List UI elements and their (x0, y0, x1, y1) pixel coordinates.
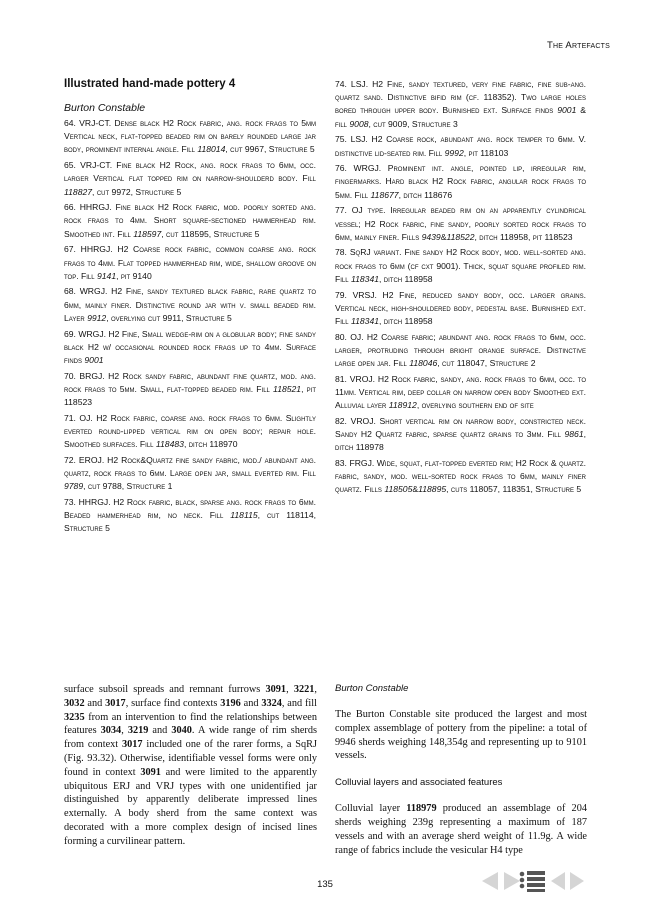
catalogue-entry (64, 328, 316, 368)
body-text-run: and (240, 697, 262, 709)
catalogue-entry (335, 133, 586, 159)
body-text-run: , and fill (281, 697, 318, 709)
context-reference: 9008 (349, 118, 369, 129)
context-reference: 118677 (370, 189, 399, 200)
body-paragraph (64, 683, 317, 849)
para-text: produced an assemblage of 204 sherds weighing 239g representing a maximum of 187 vessels and with an average sherd weight of 11.9g. A wide range of fabrics include the vesicular H4 type (335, 803, 587, 856)
context-number: 3040 (171, 725, 192, 737)
running-header: The Artefacts (546, 40, 610, 51)
entry-text: , overlying cut 9911, Structure 5 (106, 312, 232, 323)
catalogue-entry (335, 78, 586, 131)
subheading-colluvial: Colluvial layers and associated features (335, 777, 503, 789)
entry-text: , cut 9972, Structure 5 (92, 186, 182, 197)
context-number: 3324 (261, 697, 282, 709)
context-reference: 9141 (96, 270, 117, 281)
list-menu-icon[interactable] (520, 871, 545, 892)
context-reference: 9992 (444, 147, 464, 158)
catalogue-entry (64, 201, 316, 241)
context-reference: 118046 (409, 358, 438, 369)
entry-text: & (440, 231, 447, 242)
catalogue-entry (335, 162, 586, 202)
back-arrow-icon[interactable] (482, 872, 498, 890)
page-number: 135 (317, 879, 333, 890)
entry-text: , pit 9140 (116, 270, 152, 281)
entry-text: 81. VROJ. H2 Rock fabric, sandy, ang. rock frags to 6mm, occ. to 11mm. Vertical rim, deep collar on narrow open body Smoothed ext. Alluvial layer (335, 373, 586, 411)
entry-text: 69. WRGJ. H2 Fine, Small wedge-rim on a globular body; fine sandy black H2 w/ occasional rounded rock frags up to 4mm. Surface finds (64, 328, 316, 365)
entry-text: 71. OJ. H2 Rock fabric, coarse ang. rock frags to 6mm. Slightly everted round-lipped vertical rim on open body; repair hole. Smoothed surfaces. Fill (64, 412, 316, 450)
catalogue-entry (64, 496, 316, 536)
entry-text: , cut 9009, Structure 3 (368, 118, 458, 129)
catalogue-entry (64, 454, 316, 494)
context-reference: 9861 (564, 429, 584, 440)
entry-text: 68. WRGJ. H2 Fine, sandy textured black fabric, rare quartz to 6mm, mainly finer. Distinctive round jar with v. small beaded rim. Layer (64, 286, 316, 323)
body-text-run: , (286, 684, 294, 695)
colluvial-paragraph (335, 802, 587, 857)
catalogue-entry (335, 204, 586, 244)
entry-text: 77. OJ type. Irregular beaded rim on an apparently cylindrical vessel; H2 Rock fabric, fine sandy, poorly sorted rock frags to 6mm, mainly finer. Fills (335, 205, 586, 242)
entry-text: , cut 118114, Structure 5 (64, 510, 316, 534)
catalogue-entry (64, 285, 316, 325)
body-text-run: and (84, 697, 106, 709)
context-reference: 118505 (384, 484, 413, 495)
section-title: Illustrated hand-made pottery 4 (64, 78, 236, 90)
context-number: 3091 (265, 684, 287, 695)
context-reference: 9001 (557, 105, 577, 116)
context-number: 3017 (121, 739, 143, 751)
subheading-site: Burton Constable (335, 683, 409, 694)
catalogue-entry (335, 373, 586, 413)
catalogue-entry (335, 415, 586, 455)
catalogue-entry (64, 412, 316, 452)
body-text-run: from an intervention to find the relationships between features (64, 711, 317, 737)
context-number: 3034 (100, 725, 122, 737)
back-arrow-icon[interactable] (551, 872, 565, 890)
entry-text: 73. HHRGJ. H2 Rock fabric, black, sparse ang. rock frags to 6mm. Beaded hammerhead rim, no neck. Fill (64, 496, 316, 521)
context-reference: 118597 (133, 228, 162, 239)
entry-text: 64. VRJ-CT. Dense black H2 Rock fabric, ang. rock frags to 5mm Vertical neck, flat-topped beaded rim on barely rounded large jar body, prominent internal angle. Fill (64, 118, 316, 155)
entry-text: 78. SqRJ variant. Fine sandy H2 Rock body, mod. well-sorted ang. rock frags to 6mm (cf cxt 9001). Thick, squat square profiled rim. Fill (335, 247, 586, 284)
catalogue-entry (335, 331, 586, 371)
entry-text: , ditch 118958, pit 118523 (474, 231, 573, 242)
context-reference: 9789 (64, 481, 84, 492)
entry-text: 66. HHRGJ. Fine black H2 Rock fabric, mod. poorly sorted ang. rock frags to 4mm. Short square-sectioned hammerhead rim. Smoothed int. Fill (64, 202, 316, 239)
context-reference: 9912 (87, 312, 107, 323)
page-navigation (479, 869, 589, 893)
context-number: 3235 (64, 711, 85, 723)
entry-text: 70. BRGJ. H2 Rock sandy fabric, abundant fine quartz, mod. ang. rock frags to 5mm. Small, flat-topped beaded rim. Fill (64, 370, 316, 394)
entry-text: 76. WRGJ. Prominent int. angle, pointed lip, irregular rim, fingermarks. Hard black H2 Rock fabric, angular rock frags to 5mm. Fill (335, 163, 586, 200)
catalogue-right-column (335, 78, 586, 499)
body-text-right (335, 683, 587, 857)
context-reference: 9439 (421, 231, 441, 242)
catalogue-entry (335, 289, 586, 329)
entry-text: , cuts 118057, 118351, Structure 5 (446, 484, 582, 495)
entry-text: 74. LSJ. H2 Fine, sandy textured, very fine fabric, fine sub-ang. quartz sand. Distinctive bifid rim (cf. 118352). Two large holes bored through upper body. Burnished ext. Surface finds (335, 79, 586, 116)
entry-text: , pit 118103 (463, 147, 509, 158)
catalogue-entry (64, 370, 316, 410)
entry-text: 72. EROJ. H2 Rock&Quartz fine sandy fabric, mod./ abundant ang. quartz, rock frags to 6mm. Large open jar, small everted rim. Fill (64, 454, 316, 479)
entry-text: , ditch 118978 (335, 429, 586, 453)
context-number: 118979 (406, 803, 437, 815)
entry-text: , cut 9788, Structure 1 (83, 481, 173, 492)
entry-text: 75. LSJ. H2 Coarse rock, abundant ang. rock temper to 6mm. V. distinctive lid-seated rim. Fill (335, 134, 586, 158)
body-text-run: , (314, 684, 317, 695)
context-reference: 118521 (273, 383, 302, 394)
body-text-run: surface subsoil spreads and remnant furrows (64, 684, 266, 695)
entry-text: , pit 118523 (64, 383, 316, 408)
catalogue-entry (64, 117, 316, 157)
entries-left (64, 117, 316, 536)
body-text-run: and were limited to the apparently ubiquitous ERJ and VRJ types with one unidentified jar distinguished by apparently deliberate impressed lines externally. A body sherd from the same context was decorated with a more complex design of incised lines forming a curvilinear pattern. (64, 766, 317, 847)
context-number: 3091 (140, 766, 161, 778)
context-reference: 118522 (446, 231, 475, 242)
body-text-run: . A wide range of rim sherds from context (64, 725, 318, 751)
entry-text: 79. VRSJ. H2 Fine, reduced sandy body, occ. larger grains. Vertical neck, high-shouldered body, pedestal base. Burnished ext. Fill (335, 289, 586, 326)
context-reference: 118827 (64, 186, 93, 197)
entry-text: 82. VROJ. Short vertical rim on narrow body, constricted neck. Sandy H2 Quartz fabric, sparse quartz grains to 3mm. Fill (335, 415, 586, 440)
entry-text: & fill (335, 105, 587, 129)
catalogue-entry (335, 457, 586, 497)
para-text: Colluvial layer (335, 803, 407, 815)
entry-text: , overlying southern end of site (416, 400, 534, 411)
forward-arrow-icon[interactable] (570, 872, 584, 890)
entry-text: & (412, 484, 419, 495)
entry-text: , ditch 118958 (379, 273, 433, 284)
context-number: 3032 (64, 697, 85, 709)
entry-text: , cut 118047, Structure 2 (437, 358, 536, 369)
body-text-run: and (148, 725, 172, 737)
context-reference: 118014 (197, 144, 226, 155)
entry-text: , ditch 118676 (398, 189, 453, 200)
catalogue-entry (64, 243, 316, 283)
catalogue-entry (64, 159, 316, 199)
entry-text: 83. FRGJ. Wide, squat, flat-topped everted rim; H2 Rock & quartz. fabric, sandy, mod. well-sorted rock frags to 6mm, mainly finer quartz. Fills (335, 457, 586, 495)
context-reference: 118912 (388, 400, 417, 411)
entry-text: , cut 118595, Structure 5 (161, 228, 260, 239)
context-number: 3221 (293, 684, 315, 695)
context-number: 3017 (105, 697, 126, 709)
context-number: 3196 (220, 697, 241, 709)
entry-text: , cut 9967, Structure 5 (225, 144, 315, 155)
site-label: Burton Constable (64, 102, 146, 114)
forward-arrow-icon[interactable] (504, 872, 520, 890)
catalogue-entry (335, 246, 586, 286)
body-text-run: , surface find contexts (125, 697, 221, 709)
intro-paragraph: The Burton Constable site produced the largest and most complex assemblage of pottery from the pipeline: a total of 9946 sherds weighing 148,354g and representing up to 9101 vessels. (335, 709, 587, 762)
context-reference: 118483 (155, 439, 184, 450)
context-reference: 118115 (230, 510, 258, 521)
body-text-left (64, 683, 317, 849)
body-text-run: included one of the rarer forms, a SqRJ (Fig. 93.32). Otherwise, identifiable vessel forms were only found in context (64, 739, 317, 778)
entries-right (335, 78, 586, 497)
entry-text: 65. VRJ-CT. Fine black H2 Rock, ang. rock frags to 6mm, occ. larger Vertical flat topped rim on narrow-shoulderd body. Fill (64, 160, 316, 184)
context-reference: 118341 (350, 315, 380, 326)
context-reference: 118341 (350, 273, 380, 284)
entry-text: , ditch 118958 (379, 315, 433, 326)
entry-text: , ditch 118970 (183, 439, 238, 450)
context-reference: 118895 (418, 484, 447, 495)
context-reference: 9001 (84, 354, 104, 365)
entry-text: 80. OJ. H2 Coarse fabric; abundant ang. rock frags to 6mm, occ. larger, protruding through bright orange surface. Distinctive large open jar. Fill (335, 331, 586, 369)
context-number: 3219 (127, 725, 149, 737)
catalogue-left-column (64, 78, 316, 538)
body-text-run: , (121, 725, 128, 737)
entry-text: 67. HHRGJ. H2 Coarse rock fabric, common coarse ang. rock frags to 4mm. Flat topped hammerhead rim, wide, shallow groove on top. Fill (64, 244, 316, 281)
